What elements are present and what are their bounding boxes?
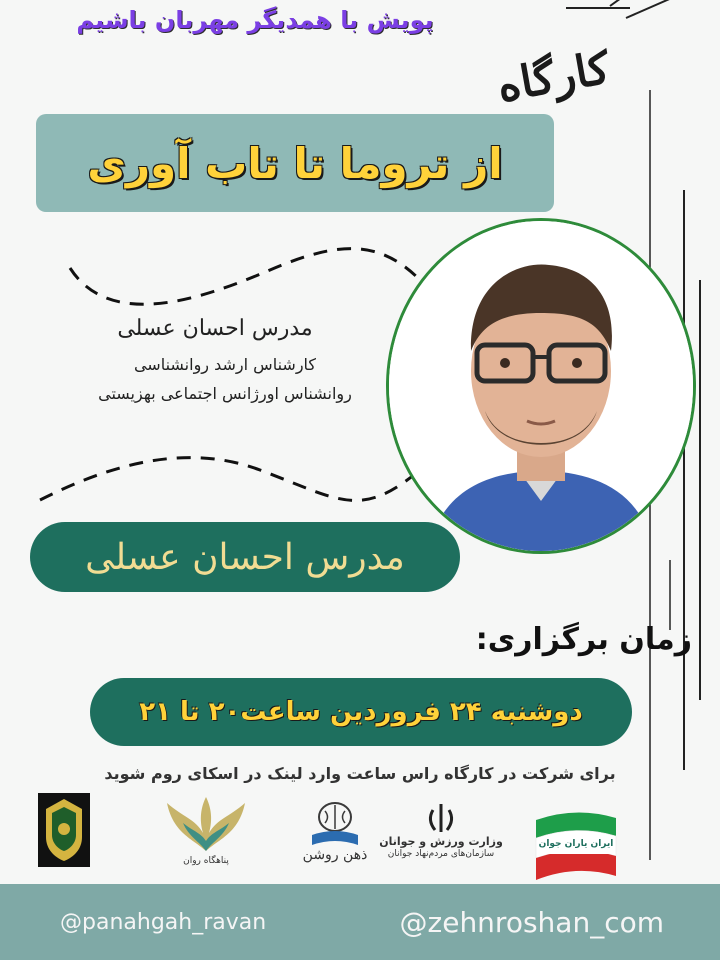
credential-position: روانشناس اورژانس اجتماعی بهزیستی — [98, 384, 352, 403]
police-emblem-icon — [38, 793, 90, 867]
workshop-title: از تروما تا تاب آوری — [87, 138, 503, 188]
credential-degree: کارشناس ارشد روانشناسی — [133, 355, 317, 374]
instructor-info — [60, 316, 390, 403]
instructor-name-banner — [30, 522, 460, 592]
title-banner — [36, 114, 554, 212]
join-instructions: برای شرکت در کارگاه راس ساعت وارد لینک در اسکای روم شوید — [104, 764, 616, 783]
ministry-caption: وزارت ورزش و جوانان — [379, 835, 503, 848]
panahgah-logo — [160, 790, 252, 870]
zehn-roshan-caption: ذهن روشن — [302, 847, 368, 863]
campaign-slogan: پویش با همدیگر مهربان باشیم — [76, 6, 434, 34]
instructor-name: مدرس احسان عسلی — [117, 316, 313, 341]
iran-emblem-icon — [423, 800, 459, 836]
date-time-text: دوشنبه ۲۴ فروردین ساعت۲۰ تا ۲۱ — [139, 697, 583, 727]
zehnroshan-handle[interactable]: @zehnroshan_com — [399, 905, 664, 939]
instructor-photo — [386, 218, 696, 554]
panahgah-caption: پناهگاه روان — [183, 856, 229, 866]
iran-campaign-caption: ایران یاران جوان — [538, 839, 614, 849]
instructor-name-banner-text: مدرس احسان عسلی — [85, 536, 405, 578]
footer-bar — [0, 884, 720, 960]
schedule-heading: زمان برگزاری: — [475, 622, 692, 657]
police-emblem-logo — [36, 790, 92, 870]
phoenix-icon — [163, 793, 249, 855]
portrait-illustration — [389, 221, 693, 551]
panahgah-handle[interactable]: @panahgah_ravan — [60, 909, 267, 935]
iran-campaign-logo — [528, 790, 624, 870]
workshop-label: کارگاه — [493, 42, 614, 113]
zehn-roshan-logo — [290, 790, 380, 870]
ministry-logo — [376, 790, 506, 870]
ministry-subcaption: سازمان‌های مردم‌نهاد جوانان — [387, 849, 495, 859]
date-time-pill — [90, 678, 632, 746]
brain-book-icon — [308, 799, 362, 849]
